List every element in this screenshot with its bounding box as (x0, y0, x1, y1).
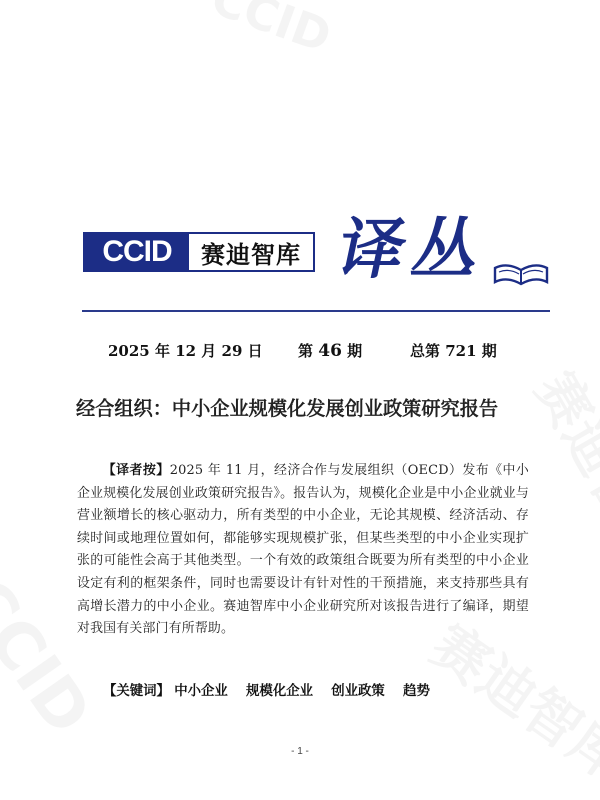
masthead-divider (82, 310, 550, 312)
keyword: 趋势 (403, 684, 430, 699)
keyword: 中小企业 (174, 684, 228, 699)
issue-number-value: 46 (318, 341, 342, 361)
translator-note (77, 460, 529, 641)
keyword: 创业政策 (331, 684, 385, 699)
ccid-logo (83, 232, 315, 272)
document-title: 经合组织：中小企业规模化发展创业政策研究报告 (76, 397, 499, 420)
issue-number-suffix: 期 (341, 342, 363, 360)
keywords (103, 680, 444, 699)
watermark-text (204, 0, 338, 63)
page-number: - 1 - (291, 746, 309, 757)
issue-number (298, 340, 362, 361)
translator-note-text: 2025 年 11 月，经济合作与发展组织（OECD）发布《中小企业规模化发展创业政策研究报告》。报告认为，规模化企业是中小企业就业与营业额增长的核心驱动力，所有类型的中小企业，无论其规模、经济活动、存续时间或地理位置如何，都能够实现规模扩张，但某些类型的中小企业实现扩张的可能性会高于其他类型。一个有效的政策组合既要为所有类型的中小企业设定有利的框架条件，同时也需要设计有针对性的干预措施，来支持那些具有高增长潜力的中小企业。赛迪智库中小企业研究所对该报告进行了编译，期望对我国有关部门有所帮助。 (77, 463, 530, 637)
issue-total: 总第 721 期 (410, 342, 497, 360)
open-book-icon (493, 260, 549, 286)
issue-number-prefix: 第 (298, 342, 319, 360)
keyword: 规模化企业 (246, 684, 313, 699)
masthead (83, 196, 553, 286)
series-title: 译丛 (331, 210, 496, 288)
keywords-label: 【关键词】 (103, 684, 170, 699)
watermark-text (521, 356, 600, 582)
issue-date: 2025 年 12 月 29 日 (108, 342, 263, 360)
translator-note-label: 【译者按】 (102, 463, 170, 478)
logo-name: 赛迪智库 (201, 240, 301, 269)
logo-mark: CCID (85, 234, 189, 270)
